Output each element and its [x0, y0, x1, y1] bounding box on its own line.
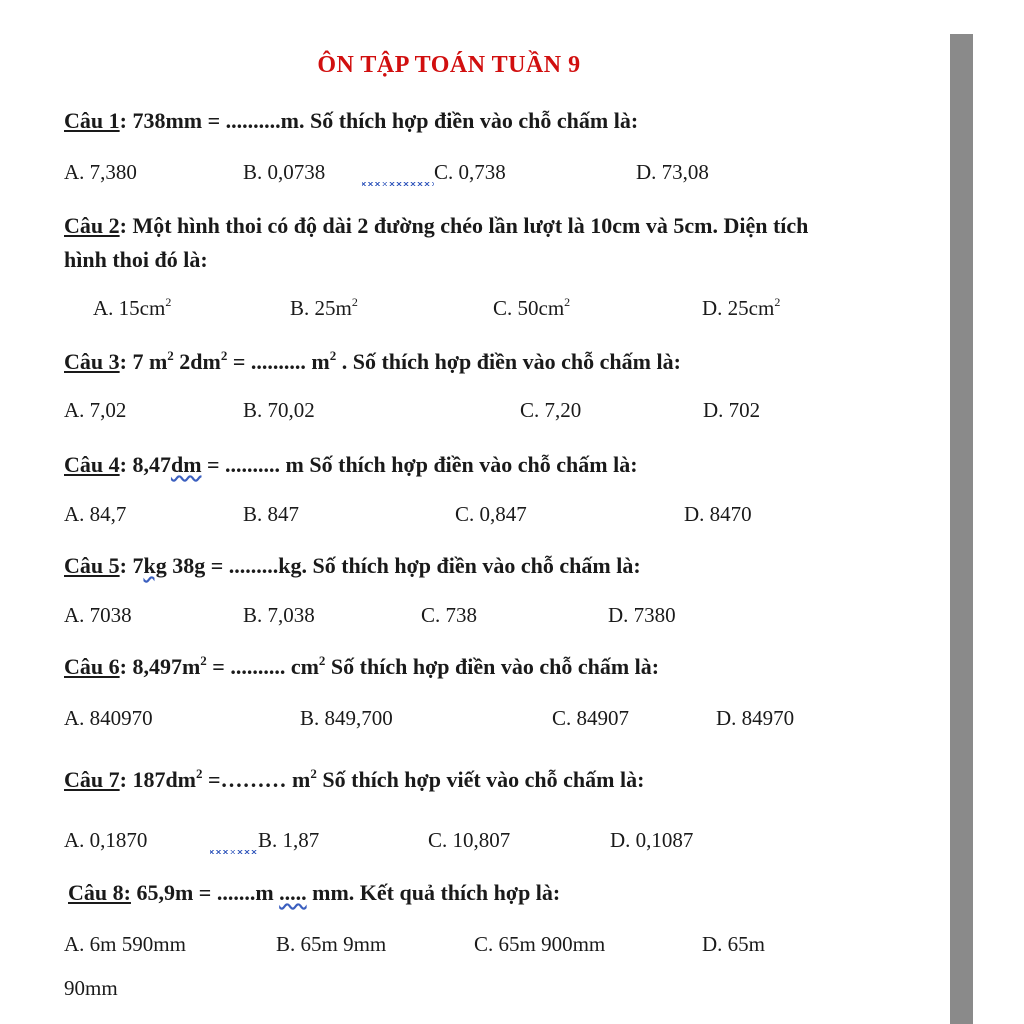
option-d: D. 84970	[716, 706, 795, 730]
option-d: D. 73,08	[636, 160, 709, 184]
option-c: C. 10,807	[428, 828, 511, 852]
option-a: A. 0,1870	[64, 828, 148, 852]
option-b: B. 0,0738	[243, 160, 326, 184]
question-4: Câu 4: 8,47dm = .......... m Số thích hợp điền vào chỗ chấm là:	[64, 452, 638, 477]
option-d: D. 65m	[702, 932, 765, 956]
question-label: Câu 7	[64, 767, 120, 792]
question-text: : Một hình thoi có độ dài 2 đường chéo lần lượt là 10cm và 5cm. Diện tích hình thoi đó là:	[64, 213, 809, 272]
option-c: C. 738	[421, 603, 478, 627]
spellcheck-underline	[210, 850, 258, 854]
page-title: ÔN TẬP TOÁN TUẦN 9	[317, 52, 581, 78]
option-b: B. 65m 9mm	[276, 932, 387, 956]
option-a: A. 840970	[64, 706, 153, 730]
question-7: Câu 7: $187dm^2$ =……… $m^2$ Số thích hợp viết vào chỗ chấm là:	[64, 766, 645, 792]
vertical-scrollbar[interactable]	[950, 34, 973, 1024]
option-a: A. 7038	[64, 603, 132, 627]
option-a: A. 7,380	[64, 160, 137, 184]
option-b: B. 7,038	[243, 603, 315, 627]
option-d: D. 702	[703, 398, 761, 422]
spellcheck-underline	[362, 182, 434, 186]
option-c: C. $50cm^2$	[493, 295, 571, 320]
question-2	[64, 209, 824, 277]
question-6: Câu 6: $8,497m^2$ = .......... $cm^2$ Số thích hợp điền vào chỗ chấm là:	[64, 653, 660, 679]
option-c: C. 0,738	[434, 160, 506, 184]
option-c: C. 65m 900mm	[474, 932, 606, 956]
question-label: Câu 6	[64, 654, 120, 679]
option-b: B. 1,87	[258, 828, 320, 852]
option-a: A. 84,7	[64, 502, 127, 526]
option-c: C. 0,847	[455, 502, 527, 526]
question-label: Câu 3	[64, 349, 120, 374]
option-b: B. 847	[243, 502, 300, 526]
option-d: D. 8470	[684, 502, 752, 526]
question-label: Câu 1	[64, 108, 120, 133]
option-b: B. 70,02	[243, 398, 315, 422]
question-8: Câu 8: 65,9m = .......m ..... mm. Kết quả thích hợp là:	[64, 880, 560, 906]
option-d-wrap: 90mm	[64, 976, 118, 1000]
question-label: Câu 4	[64, 452, 120, 477]
option-a: A. 7,02	[64, 398, 127, 422]
option-a: A. $15cm^2$	[93, 295, 172, 320]
question-1	[64, 108, 638, 134]
option-a: A. 6m 590mm	[64, 932, 186, 956]
question-label: Câu 2	[64, 213, 120, 238]
question-label: Câu 8:	[68, 880, 131, 905]
option-d: D. 7380	[608, 603, 676, 627]
option-c: C. 7,20	[520, 398, 582, 422]
option-d: D. 0,1087	[610, 828, 694, 852]
question-label: Câu 5	[64, 553, 120, 578]
option-b: B. 849,700	[300, 706, 393, 730]
option-c: C. 84907	[552, 706, 630, 730]
question-5: Câu 5: 7kg 38g = .........kg. Số thích hợp điền vào chỗ chấm là:	[64, 553, 641, 578]
question-text: : 738mm = ..........m. Số thích hợp điền vào chỗ chấm là:	[119, 108, 639, 133]
option-d: D. $25cm^2$	[702, 295, 781, 320]
option-b: B. $25m^2$	[290, 295, 358, 320]
question-3: Câu 3: 7 $m^2$ $2dm^2$ = .......... $m^2$ . Số thích hợp điền vào chỗ chấm là:	[64, 348, 681, 374]
